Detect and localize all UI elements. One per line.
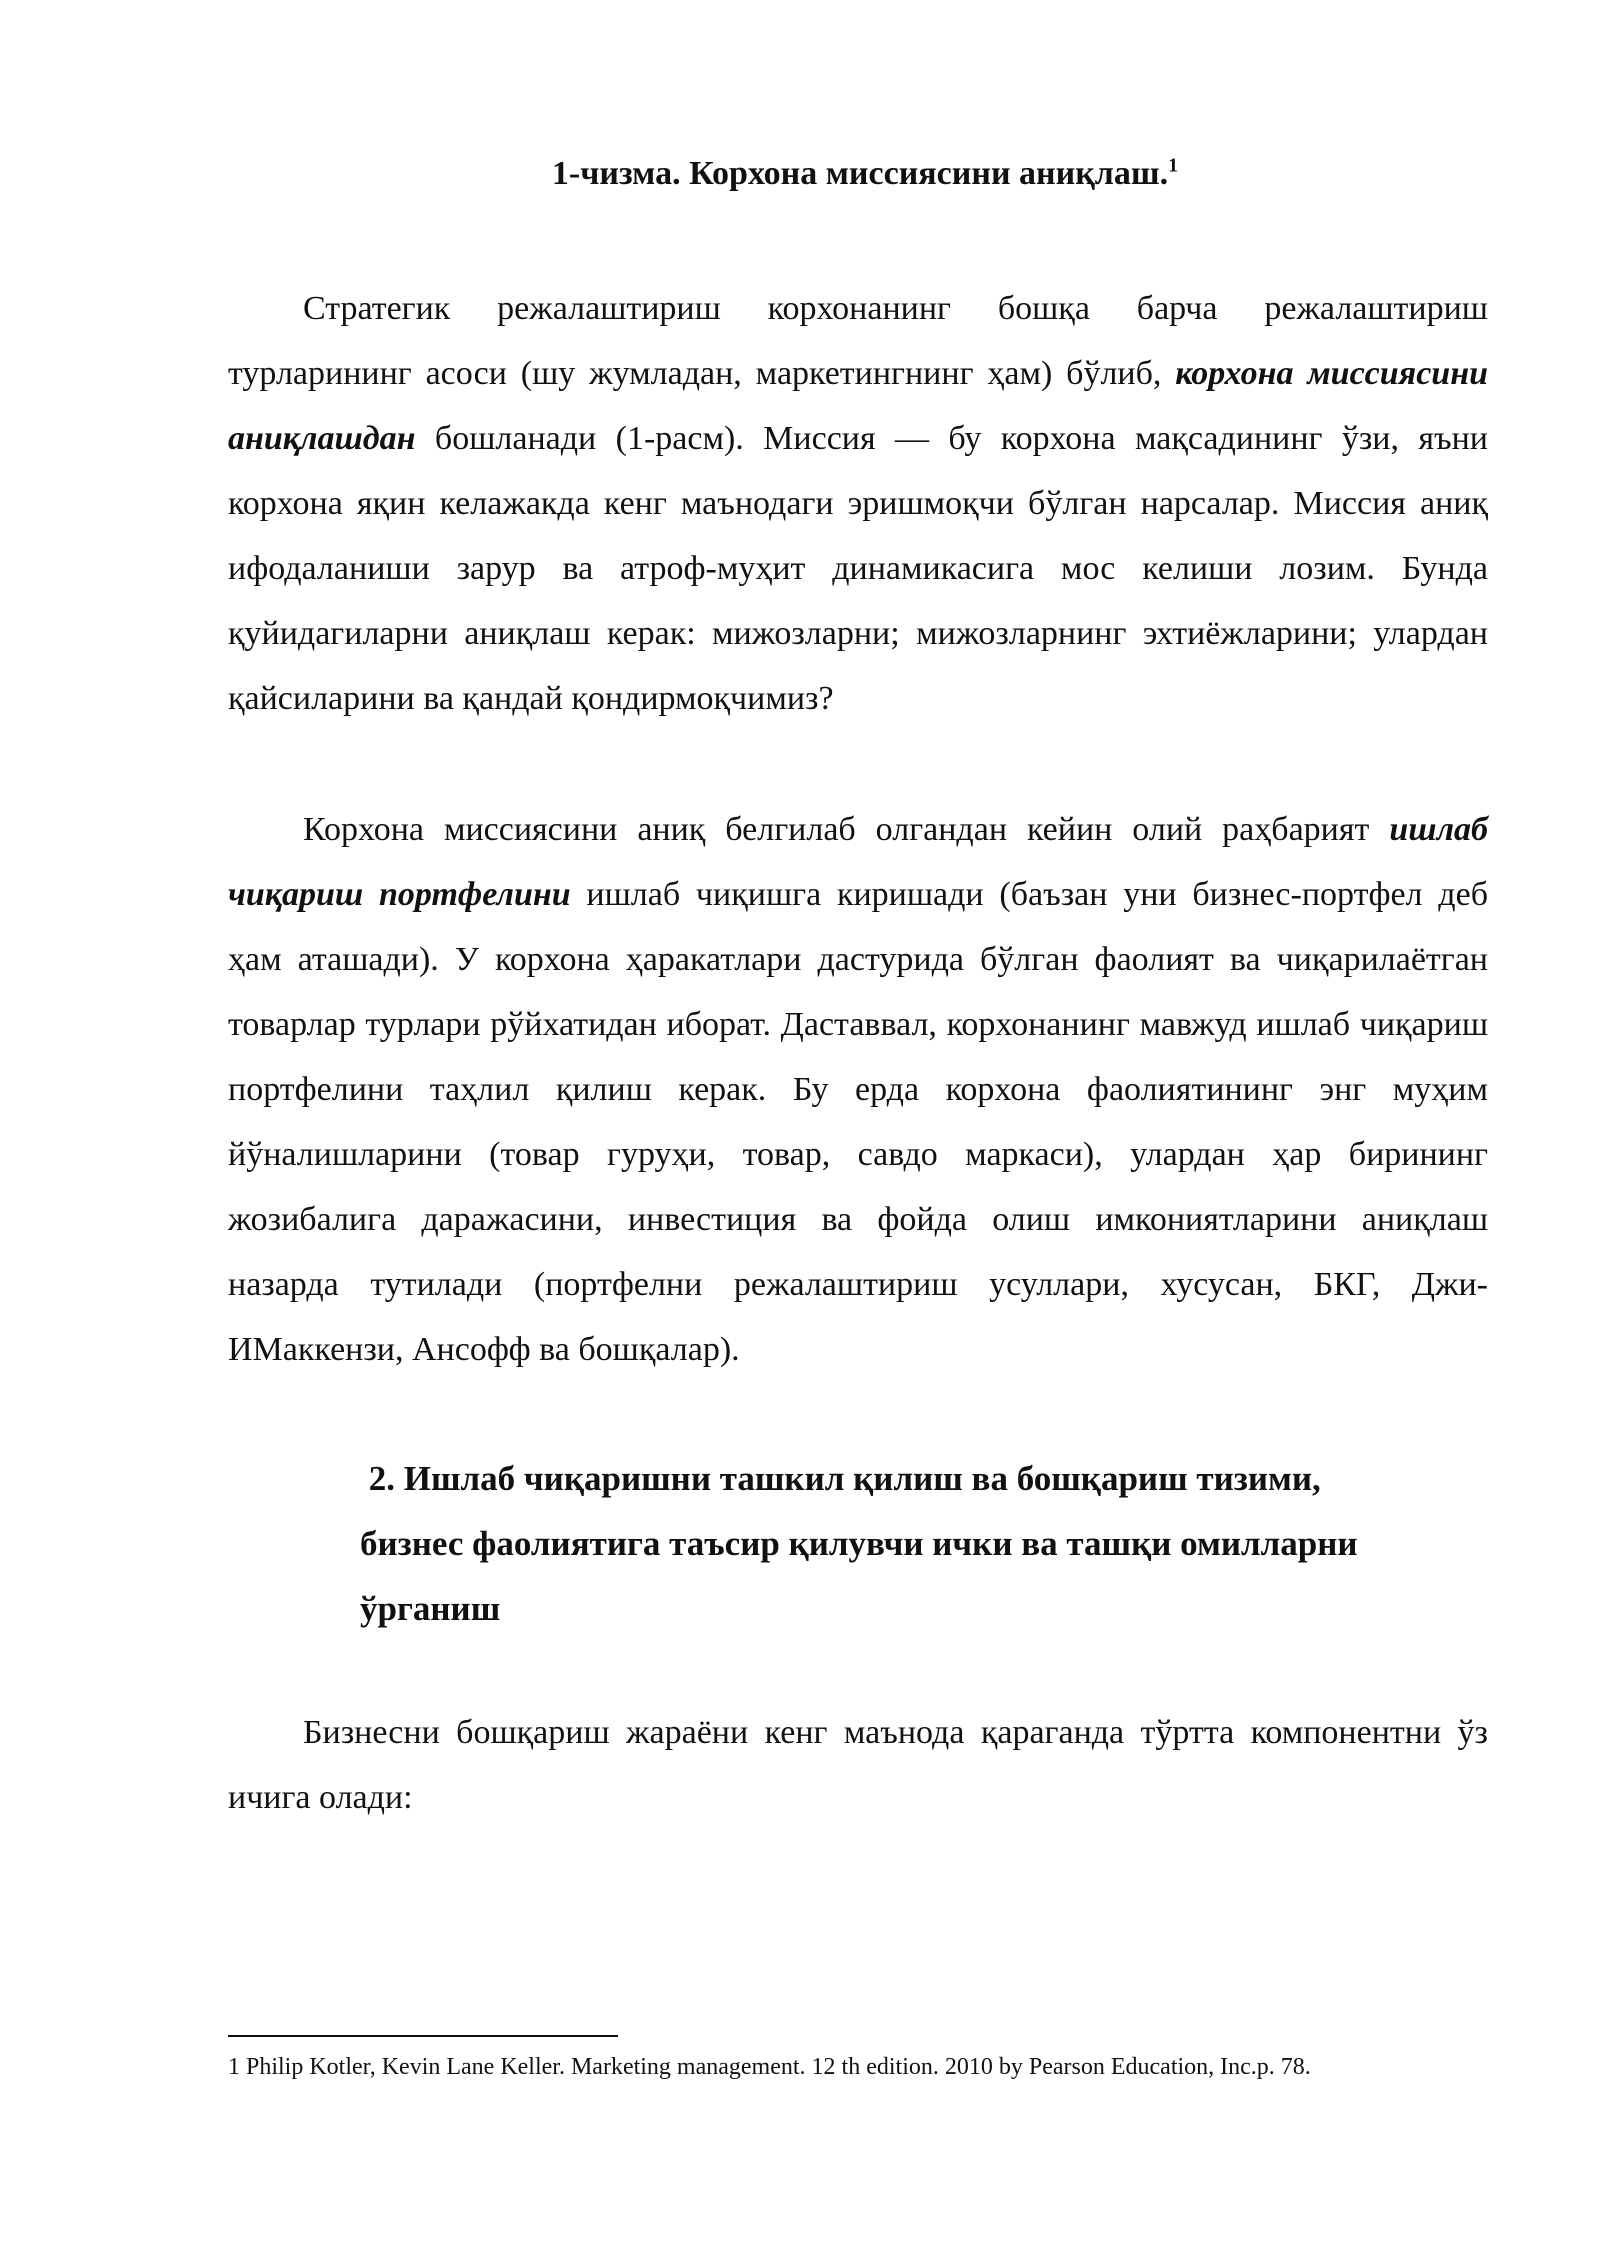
- footnote-reference: 1: [1168, 154, 1179, 177]
- figure-caption-text: 1-чизма. Корхона миссиясини аниқлаш.: [551, 155, 1169, 192]
- footnote: 1 Philip Kotler, Kevin Lane Keller. Marketing management. 12 th edition. 2010 by Pearson Education, Inc.p. 78.: [228, 2054, 1311, 2080]
- body-paragraph-1: [228, 276, 1488, 731]
- paragraph-1-emphasis: корхона миссиясини аниқлашдан: [228, 355, 1488, 457]
- paragraph-2-text-start: Корхона миссиясини аниқ белгилаб олгандан кейин олий раҳбарият: [303, 811, 1390, 848]
- section-heading-line-1: 2. Ишлаб чиқаришни ташкил қилиш ва бошқариш тизими,: [360, 1459, 1321, 1498]
- figure-caption: [0, 150, 1600, 198]
- paragraph-2-text-end: ишлаб чиқишга киришади (баъзан уни бизнес-портфел деб ҳам аташади). У корхона ҳаракатлари дастурида бўлган фаолият ва чиқарилаётган товарлар турлари рўйхатидан иборат. Даставвал, корхонанинг мавжуд ишлаб чиқариш портфелини таҳлил қилиш керак. Бу ерда корхона фаолиятининг энг муҳим йўналишларини (товар гуруҳи, товар, савдо маркаси), улардан ҳар бирининг жозибалига даражасини, инвестиция ва фойда олиш имкониятларини аниқлаш назарда тутилади (портфелни режалаштириш усуллари, хусусан, БКГ, Джи-ИМаккензи, Ансофф ва бошқалар).: [228, 876, 1488, 1368]
- paragraph-1-text-end: бошланади (1-расм). Миссия — бу корхона мақсадининг ўзи, яъни корхона яқин келажакда кенг маънодаги эришмоқчи бўлган нарсалар. Миссия аниқ ифодаланиши зарур ва атроф-муҳит динамикасига мос келиши лозим. Бунда қуйидагиларни аниқлаш керак: мижозларни; мижозларнинг эхтиёжларини; улардан қайсиларини ва қандай қондирмоқчимиз?: [228, 420, 1488, 717]
- body-paragraph-3: [228, 1700, 1488, 1830]
- body-paragraph-2: [228, 797, 1488, 1382]
- section-heading-line-2: бизнес фаолиятига таъсир қилувчи ички ва ташқи омилларни: [360, 1524, 1358, 1563]
- section-heading-line-3: ўрганиш: [360, 1589, 501, 1628]
- section-heading: [360, 1446, 1470, 1641]
- footnote-separator: [228, 2035, 618, 2037]
- paragraph-2-emphasis: ишлаб чиқариш портфелини: [228, 811, 1488, 913]
- paragraph-1-text-start: Стратегик режалаштириш корхонанинг бошқа барча режалаштириш турларининг асоси (шу жумладан, маркетингнинг ҳам) бўлиб,: [228, 290, 1488, 392]
- paragraph-3-text: Бизнесни бошқариш жараёни кенг маънода қараганда тўртта компонентни ўз ичига олади:: [228, 1714, 1488, 1816]
